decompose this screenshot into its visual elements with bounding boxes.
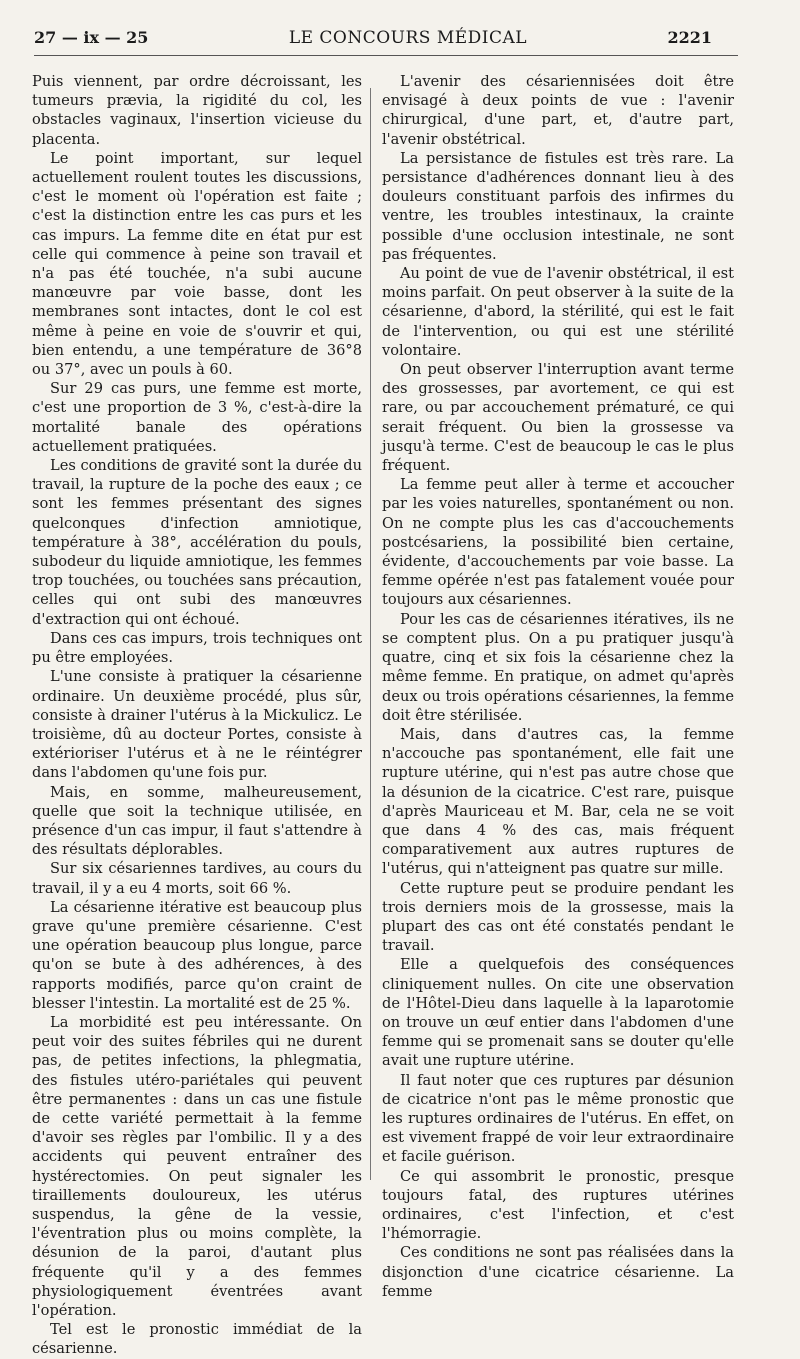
paragraph: Au point de vue de l'avenir obstétrical, il est moins parfait. On peut observer à la suite de la césarienne, d'abord, la stérilité, qui est le fait de l'intervention, ou qui est une stérilité volontaire. <box>382 265 734 359</box>
paragraph: Ces conditions ne sont pas réalisées dans la disjonction d'une cicatrice césarienne. La femme <box>382 1244 734 1300</box>
journal-title: LE CONCOURS MÉDICAL <box>288 28 528 48</box>
page-number: 2221 <box>667 28 712 47</box>
paragraph: Mais, en somme, malheureusement, quelle que soit la technique utilisée, en présence d'un cas impur, il faut s'attendre à des résultats déplorables. <box>32 783 362 859</box>
paragraph: Tel est le pronostic immédiat de la césarienne. <box>32 1321 362 1358</box>
paragraph: La persistance de fistules est très rare. La persistance d'adhérences donnant lieu à des douleurs constituant parfois des infirmes du ventre, les troubles intestinaux, la crainte possible d'une occlusion intestinale, ne sont pas fréquentes. <box>382 149 734 263</box>
paragraph: Mais, dans d'autres cas, la femme n'accouche pas spontanément, elle fait une rupture utérine, qui n'est pas autre chose que la désunion de la cicatrice. C'est rare, puisque d'après Mauriceau et M. Bar, cela ne se voit que dans 4 % des cas, mais fréquent comparativement aux autres ruptures de l'utérus, qui n'atteignent pas quatre sur mille. <box>382 725 734 878</box>
issue-date: 27 — ix — 25 <box>34 28 149 47</box>
paragraph: On peut observer l'interruption avant terme des grossesses, par avortement, ce qui est rare, ou par accouchement prématuré, ce qui serait fréquent. Ou bien la grossesse va jusqu'à terme. C'est de beaucoup le cas le plus fréquent. <box>382 361 734 475</box>
left-column <box>32 72 362 1359</box>
paragraph: L'avenir des césariennisées doit être envisagé à deux points de vue : l'avenir chirurgical, d'une part, et, d'autre part, l'avenir obstétrical. <box>382 73 734 148</box>
column-divider <box>370 88 371 1180</box>
paragraph: Sur 29 cas purs, une femme est morte, c'est une proportion de 3 %, c'est-à-dire la mortalité banale des opérations actuellement pratiquées. <box>32 380 362 455</box>
paragraph: Il faut noter que ces ruptures par désunion de cicatrice n'ont pas le même pronostic que les ruptures ordinaires de l'utérus. En effet, on est vivement frappé de voir leur extraordinaire et facile guérison. <box>382 1071 734 1166</box>
paragraph: Dans ces cas impurs, trois techniques ont pu être employées. <box>32 629 362 667</box>
paragraph: Le point important, sur lequel actuellement roulent toutes les discussions, c'est le moment où l'opération est faite ; c'est la distinction entre les cas purs et les cas impurs. La femme dite en état pur est celle qui commence à peine son travail et n'a pas été touchée, n'a subi aucune manœuvre par voie basse, dont les membranes sont intactes, dont le col est même à peine en voie de s'ouvrir et qui, bien entendu, a une température de 36°8 ou 37°, avec un pouls à 60. <box>32 149 362 379</box>
paragraph: L'une consiste à pratiquer la césarienne ordinaire. Un deuxième procédé, plus sûr, consiste à drainer l'utérus à la Mickulicz. Le troisième, dû au docteur Portes, consiste à extérioriser l'utérus et à ne le réintégrer dans l'abdomen qu'une fois pur. <box>32 668 362 782</box>
paragraph: Cette rupture peut se produire pendant les trois derniers mois de la grossesse, mais la plupart des cas ont été constatés pendant le travail. <box>382 879 734 955</box>
right-column <box>382 72 734 1301</box>
header-rule <box>34 55 738 56</box>
page-header <box>34 28 712 54</box>
paragraph: Elle a quelquefois des conséquences cliniquement nulles. On cite une observation de l'Hôtel-Dieu dans laquelle à la laparotomie on trouve un œuf entier dans l'abdomen d'une femme qui se promenait sans se douter qu'elle avait une rupture utérine. <box>382 956 734 1070</box>
paragraph: La morbidité est peu intéressante. On peut voir des suites fébriles qui ne durent pas, de petites infections, la phlegmatia, des fistules utéro-pariétales qui peuvent être permanentes : dans un cas une fistule de cette variété permettait à la femme d'avoir ses règles par l'ombilic. Il y a des accidents qui peuvent entraîner des hystérectomies. On peut signaler les tiraillements douloureux, les utérus suspendus, la gêne de la vessie, l'éventration plus ou moins complète, la désunion de la paroi, d'autant plus fréquente qu'il y a des femmes physiologiquement éventrées avant l'opération. <box>32 1013 362 1319</box>
paragraph: Les conditions de gravité sont la durée du travail, la rupture de la poche des eaux ; ce sont les femmes présentant des signes quelconques d'infection amniotique, température à 38°, accélération du pouls, subodeur du liquide amniotique, les femmes trop touchées, ou touchées sans précaution, celles qui ont subi des manœuvres d'extraction qui ont échoué. <box>32 457 362 628</box>
paragraph: Pour les cas de césariennes itératives, ils ne se comptent plus. On a pu pratiquer jusqu'à quatre, cinq et six fois la césarienne chez la même femme. En pratique, on admet qu'après deux ou trois opérations césariennes, la femme doit être stérilisée. <box>382 610 734 724</box>
paragraph: Sur six césariennes tardives, au cours du travail, il y a eu 4 morts, soit 66 %. <box>32 860 362 897</box>
paragraph: Puis viennent, par ordre décroissant, les tumeurs prævia, la rigidité du col, les obstacles vaginaux, l'insertion vicieuse du placenta. <box>32 73 362 148</box>
paragraph: Ce qui assombrit le pronostic, presque toujours fatal, des ruptures utérines ordinaires, c'est l'infection, et c'est l'hémorragie. <box>382 1167 734 1243</box>
paragraph: La césarienne itérative est beaucoup plus grave qu'une première césarienne. C'est une opération beaucoup plus longue, parce qu'on se bute à des adhérences, à des rapports modifiés, parce qu'on craint de blesser l'intestin. La mortalité est de 25 %. <box>32 898 362 1012</box>
paragraph: La femme peut aller à terme et accoucher par les voies naturelles, spontanément ou non. On ne compte plus les cas d'accouchements postcésariens, la possibilité bien certaine, évidente, d'accouchements par voie basse. La femme opérée n'est pas fatalement vouée pour toujours aux césariennes. <box>382 476 734 609</box>
